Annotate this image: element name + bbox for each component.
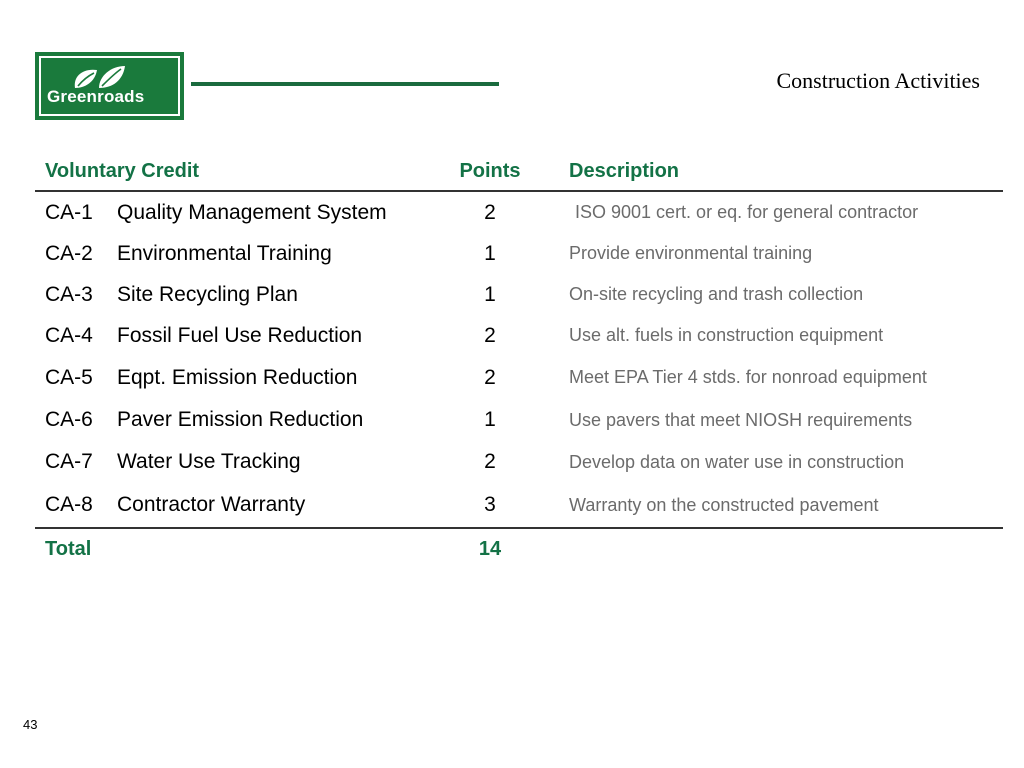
credit-name: Fossil Fuel Use Reduction <box>117 324 363 347</box>
credit-points: 2 <box>484 366 496 389</box>
column-header-description: Description <box>569 160 680 182</box>
credit-points: 1 <box>484 242 496 265</box>
credit-code: CA-8 <box>45 493 93 516</box>
credit-description: Warranty on the constructed pavement <box>569 495 879 515</box>
table-header-row <box>35 152 1003 192</box>
table-total-row <box>35 527 1003 570</box>
credit-points: 2 <box>484 450 496 473</box>
credit-code: CA-4 <box>45 324 93 347</box>
page-title: Construction Activities <box>776 68 980 93</box>
page-number: 43 <box>23 717 38 732</box>
credit-description: Use pavers that meet NIOSH requirements <box>569 410 913 430</box>
credit-name: Quality Management System <box>117 201 387 224</box>
table-row <box>35 274 1003 315</box>
credit-name: Contractor Warranty <box>117 493 306 516</box>
header-divider <box>191 82 499 86</box>
credit-code: CA-5 <box>45 366 93 389</box>
credit-code: CA-3 <box>45 283 93 306</box>
greenroads-logo <box>35 52 184 120</box>
credit-points: 3 <box>484 493 496 516</box>
credit-points: 2 <box>484 201 496 224</box>
total-label: Total <box>45 538 92 560</box>
table-row <box>35 483 1003 527</box>
table-row <box>35 233 1003 274</box>
credit-description: Meet EPA Tier 4 stds. for nonroad equipment <box>569 367 927 387</box>
credit-description: Provide environmental training <box>569 243 813 263</box>
logo-frame <box>39 56 180 116</box>
credit-name: Paver Emission Reduction <box>117 408 364 431</box>
credit-points: 1 <box>484 283 496 306</box>
credit-code: CA-6 <box>45 408 93 431</box>
table-row <box>35 399 1003 441</box>
table-row <box>35 192 1003 233</box>
table-row <box>35 315 1003 356</box>
credit-description: On-site recycling and trash collection <box>569 284 864 304</box>
credit-description: Use alt. fuels in construction equipment <box>569 325 884 345</box>
column-header-points: Points <box>459 160 521 182</box>
logo-wordmark: Greenroads <box>47 87 145 106</box>
credit-points: 2 <box>484 324 496 347</box>
credit-name: Eqpt. Emission Reduction <box>117 366 358 389</box>
credit-description: ISO 9001 cert. or eq. for general contractor <box>575 202 919 222</box>
credit-code: CA-7 <box>45 450 93 473</box>
credit-name: Site Recycling Plan <box>117 283 298 306</box>
credit-points: 1 <box>484 408 496 431</box>
credit-name: Environmental Training <box>117 242 332 265</box>
credit-description: Develop data on water use in construction <box>569 452 905 472</box>
credit-code: CA-1 <box>45 201 93 224</box>
credits-table <box>35 152 1003 570</box>
table-row <box>35 441 1003 483</box>
total-points: 14 <box>478 538 502 560</box>
column-header-credit: Voluntary Credit <box>45 160 200 182</box>
credit-code: CA-2 <box>45 242 93 265</box>
table-row <box>35 356 1003 399</box>
credit-name: Water Use Tracking <box>117 450 301 473</box>
